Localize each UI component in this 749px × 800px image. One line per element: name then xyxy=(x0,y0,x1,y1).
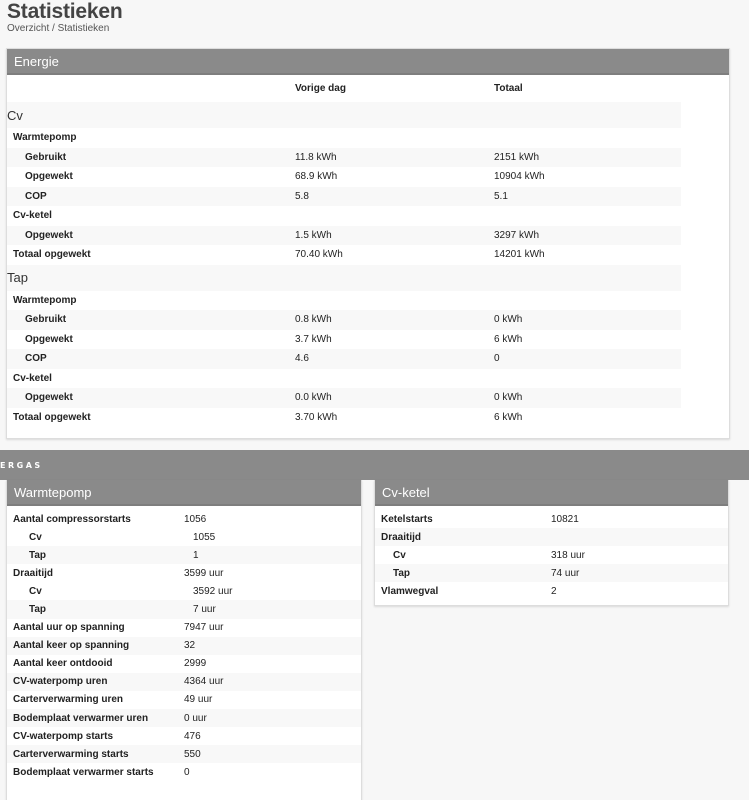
row-label: Tap xyxy=(29,549,47,561)
warmtepomp-table xyxy=(7,510,361,781)
row-label: Opgewekt xyxy=(25,171,73,183)
group-row xyxy=(7,128,681,148)
row-label: Gebruikt xyxy=(25,151,67,163)
row-value: 49 uur xyxy=(184,694,213,706)
table-row xyxy=(375,546,728,564)
row-label: Aantal uur op spanning xyxy=(13,622,125,634)
group-label: Cv-ketel xyxy=(13,210,52,222)
table-row xyxy=(7,745,361,763)
value-vorige-dag: 3.7 kWh xyxy=(295,333,332,345)
warmtepomp-card xyxy=(6,480,362,800)
column-header-vorige-dag: Vorige dag xyxy=(295,83,346,94)
table-row xyxy=(7,310,681,330)
table-row xyxy=(7,245,681,265)
row-value: 0 uur xyxy=(184,712,207,724)
group-row xyxy=(7,291,681,311)
table-row xyxy=(7,709,361,727)
table-row xyxy=(375,582,728,600)
row-value: 476 xyxy=(184,730,201,742)
row-label: Totaal opgewekt xyxy=(13,249,91,261)
row-label: Opgewekt xyxy=(25,392,73,404)
row-label: Cv xyxy=(29,585,42,597)
table-row xyxy=(7,528,361,546)
table-row xyxy=(7,582,361,600)
warmtepomp-card-header: Warmtepomp xyxy=(7,480,361,506)
group-label: Cv-ketel xyxy=(13,372,52,384)
table-row xyxy=(7,727,361,745)
value-vorige-dag: 4.6 xyxy=(295,353,309,365)
brand-band xyxy=(0,450,749,480)
energie-card-header: Energie xyxy=(7,49,729,75)
table-row xyxy=(375,564,728,582)
row-label: Bodemplaat verwarmer uren xyxy=(13,712,149,724)
value-vorige-dag: 68.9 kWh xyxy=(295,171,338,183)
table-row xyxy=(7,600,361,618)
value-totaal: 2151 kWh xyxy=(494,151,540,163)
row-value: 32 xyxy=(184,640,196,652)
row-label: Draaitijd xyxy=(381,531,422,543)
value-vorige-dag: 11.8 kWh xyxy=(295,151,337,163)
row-label: Tap xyxy=(393,567,411,579)
value-vorige-dag: 0.8 kWh xyxy=(295,314,332,326)
group-row xyxy=(7,369,681,389)
cv-ketel-table xyxy=(375,510,728,600)
column-header-totaal: Totaal xyxy=(494,83,523,94)
value-vorige-dag: 3.70 kWh xyxy=(295,411,338,423)
row-value: 1055 xyxy=(193,531,216,543)
section-title-cv: Cv xyxy=(7,107,23,123)
value-totaal: 14201 kWh xyxy=(494,249,545,261)
row-label: Aantal compressorstarts xyxy=(13,513,131,525)
table-row xyxy=(7,546,361,564)
breadcrumb: Overzicht / Statistieken xyxy=(7,23,110,34)
row-label: Tap xyxy=(29,604,47,616)
row-label: Aantal keer ontdooid xyxy=(13,658,113,670)
table-row xyxy=(7,637,361,655)
cv-ketel-card-header: Cv-ketel xyxy=(375,480,728,506)
row-value: 7 uur xyxy=(193,604,216,616)
section-row-cv xyxy=(7,102,681,128)
table-row xyxy=(7,763,361,781)
row-label: CV-waterpomp uren xyxy=(13,676,108,688)
row-label: COP xyxy=(25,353,47,365)
row-value: 1056 xyxy=(184,513,207,525)
cv-ketel-card xyxy=(374,480,729,606)
section-row-tap xyxy=(7,265,681,291)
row-value: 2999 xyxy=(184,658,207,670)
row-value: 318 uur xyxy=(551,549,585,561)
row-value: 7947 uur xyxy=(184,622,224,634)
table-row xyxy=(7,408,681,428)
row-value: 3599 uur xyxy=(184,567,224,579)
table-row xyxy=(7,673,361,691)
row-label: Cv xyxy=(393,549,406,561)
value-vorige-dag: 5.8 xyxy=(295,190,309,202)
table-row xyxy=(7,655,361,673)
value-totaal: 6 kWh xyxy=(494,333,523,345)
value-totaal: 0 xyxy=(494,353,500,365)
row-label: COP xyxy=(25,190,47,202)
group-row xyxy=(7,206,681,226)
row-value: 550 xyxy=(184,748,201,760)
table-row xyxy=(7,148,681,168)
value-totaal: 0 kWh xyxy=(494,314,523,326)
brand-logo: ERGAS xyxy=(0,461,43,470)
column-header-label xyxy=(7,75,295,102)
value-totaal: 3297 kWh xyxy=(494,229,540,241)
table-row xyxy=(7,167,681,187)
row-value: 10821 xyxy=(551,513,579,525)
value-vorige-dag: 70.40 kWh xyxy=(295,249,343,261)
row-value: 4364 uur xyxy=(184,676,224,688)
row-value: 1 xyxy=(193,549,199,561)
row-value: 2 xyxy=(551,585,557,597)
group-label: Warmtepomp xyxy=(13,294,77,306)
table-row xyxy=(7,619,361,637)
table-row xyxy=(375,510,728,528)
energie-table xyxy=(7,75,681,427)
table-row xyxy=(7,349,681,369)
row-label: Draaitijd xyxy=(13,567,54,579)
group-label: Warmtepomp xyxy=(13,132,77,144)
value-totaal: 5.1 xyxy=(494,190,508,202)
table-row xyxy=(7,564,361,582)
section-title-tap: Tap xyxy=(7,270,28,285)
row-label: Ketelstarts xyxy=(381,513,433,525)
value-vorige-dag: 0.0 kWh xyxy=(295,392,332,404)
row-label: Opgewekt xyxy=(25,333,73,345)
row-label: Bodemplaat verwarmer starts xyxy=(13,766,154,778)
row-label: Carterverwarming starts xyxy=(13,748,129,760)
table-row xyxy=(7,691,361,709)
value-totaal: 10904 kWh xyxy=(494,171,545,183)
table-row xyxy=(7,330,681,350)
table-row xyxy=(7,226,681,246)
value-vorige-dag: 1.5 kWh xyxy=(295,229,332,241)
row-label: Vlamwegval xyxy=(381,585,439,597)
table-row xyxy=(7,388,681,408)
value-totaal: 6 kWh xyxy=(494,411,523,423)
energie-card xyxy=(6,48,730,439)
row-value: 74 uur xyxy=(551,567,580,579)
value-totaal: 0 kWh xyxy=(494,392,523,404)
row-label: Opgewekt xyxy=(25,229,73,241)
row-label: Carterverwarming uren xyxy=(13,694,124,706)
row-label: Totaal opgewekt xyxy=(13,411,91,423)
table-row xyxy=(7,187,681,207)
row-value: 0 xyxy=(184,766,190,778)
row-value xyxy=(551,528,728,546)
row-value: 3592 uur xyxy=(193,585,233,597)
row-label: Gebruikt xyxy=(25,314,67,326)
row-label: CV-waterpomp starts xyxy=(13,730,114,742)
page-title: Statistieken xyxy=(7,0,123,23)
row-label: Cv xyxy=(29,531,42,543)
table-header-row xyxy=(7,75,681,102)
table-row xyxy=(375,528,728,546)
table-row xyxy=(7,510,361,528)
row-label: Aantal keer op spanning xyxy=(13,640,130,652)
